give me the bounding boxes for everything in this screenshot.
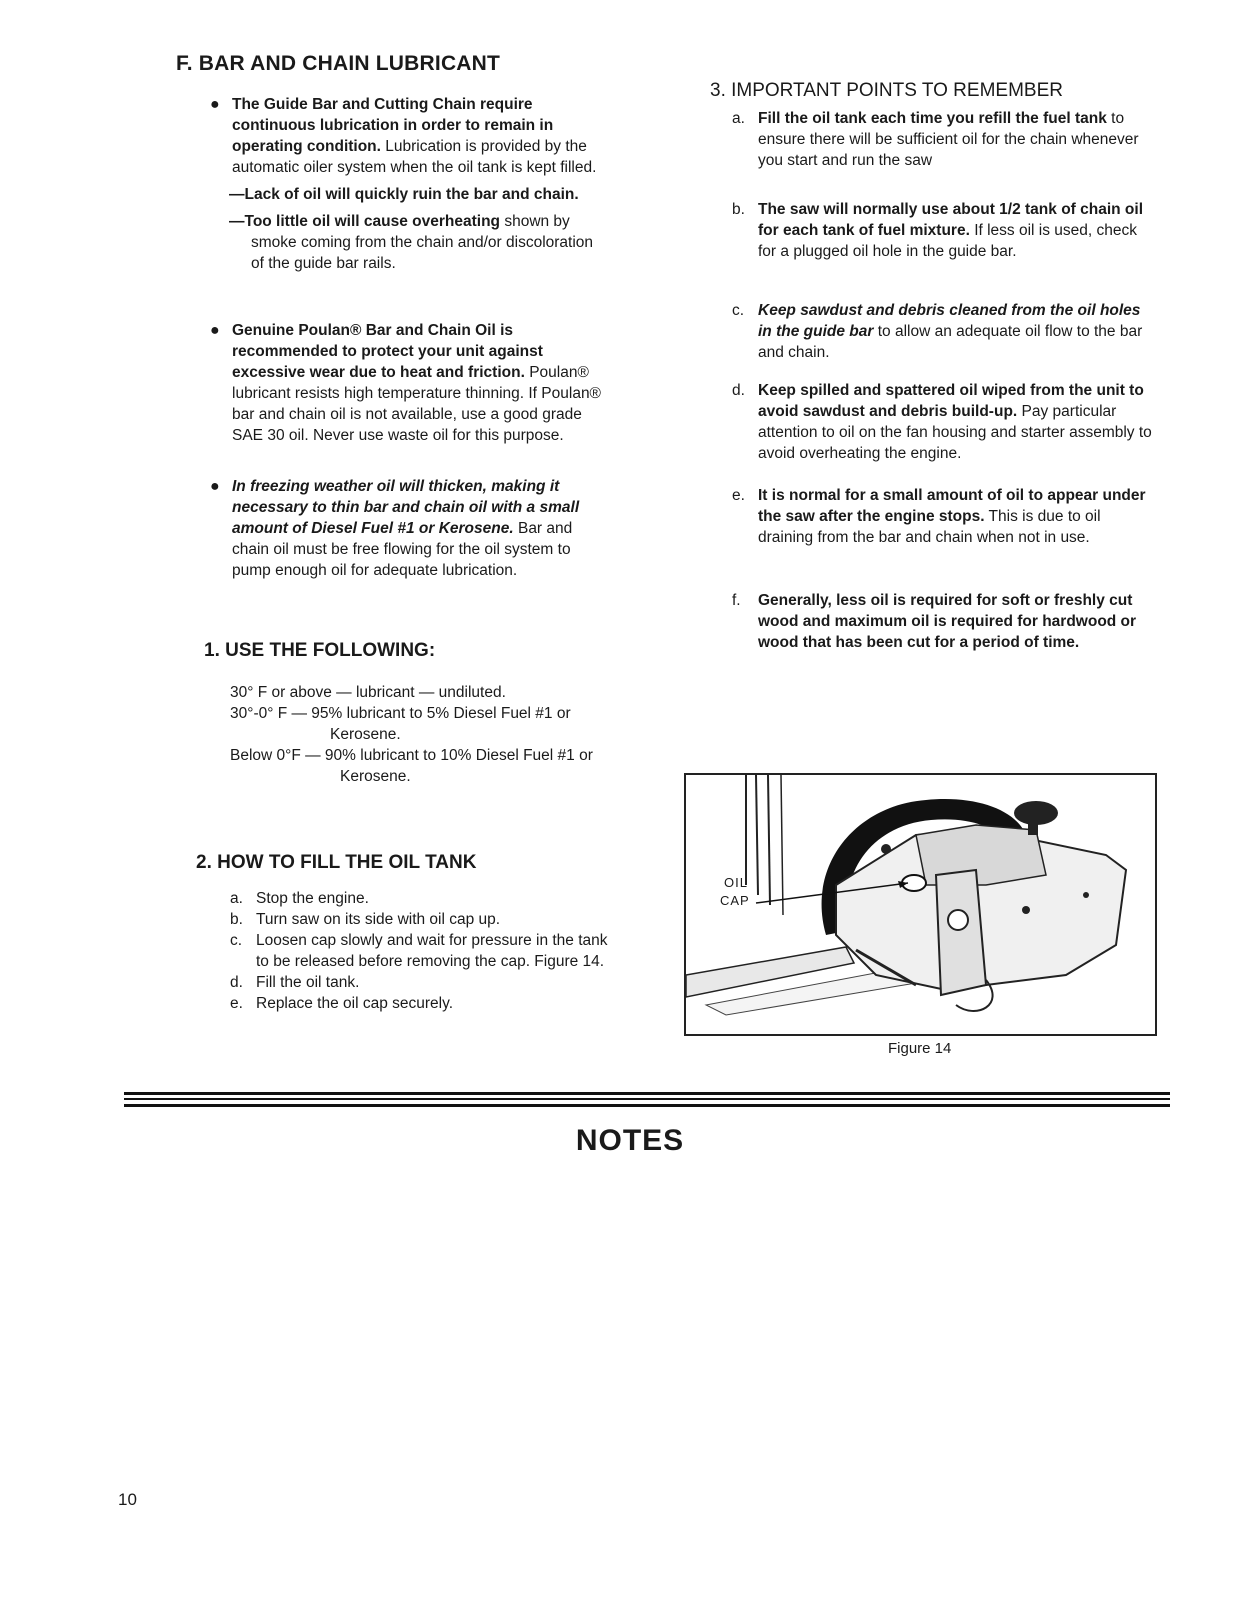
too-little-oil-text: shown by smoke coming from the chain and/or discoloration of the guide bar rails. <box>251 213 594 272</box>
item-label: a. <box>230 890 243 907</box>
item-label: c. <box>732 302 745 319</box>
divider-rule <box>124 1092 1170 1095</box>
figure-caption: Figure 14 <box>888 1040 952 1057</box>
figure-14-illustration <box>684 773 1157 1036</box>
important-title: 3. IMPORTANT POINTS TO REMEMBER <box>710 80 1063 101</box>
cap-label: CAP <box>720 893 750 908</box>
list-item <box>230 930 608 972</box>
section-f-title: F. BAR AND CHAIN LUBRICANT <box>176 52 501 75</box>
item-text: Pay particular attention to oil on the fan housing and starter assembly to avoid overheating the engine. <box>758 403 1152 462</box>
item-text: Loosen cap slowly and wait for pressure in the tank to be released before removing the cap. Figure 14. <box>256 932 608 970</box>
use-following-title: 1. USE THE FOLLOWING: <box>204 640 436 661</box>
bullet-freezing-weather <box>210 476 608 581</box>
use-following-list <box>230 682 608 787</box>
bullet-guide-bar <box>210 94 608 274</box>
item-text: Fill the oil tank. <box>256 974 360 991</box>
bullet-dot-icon: ● <box>210 322 220 339</box>
item-bold: The saw will normally use about 1/2 tank of chain oil for each tank of fuel mixture. <box>758 201 1144 239</box>
item-label: f. <box>732 592 741 609</box>
item-text: Turn saw on its side with oil cap up. <box>256 911 501 928</box>
item-label: d. <box>732 382 745 399</box>
too-little-oil-bold: —Too little oil will cause overheating <box>229 213 501 230</box>
item-label: c. <box>230 932 243 949</box>
important-item-c <box>732 300 1158 363</box>
item-label: b. <box>230 911 243 928</box>
list-item <box>230 972 608 993</box>
item-text: to ensure there will be sufficient oil for the chain whenever you start and run the saw <box>758 110 1139 169</box>
list-item <box>230 993 608 1014</box>
item-text: to allow an adequate oil flow to the bar and chain. <box>758 323 1143 361</box>
item-label: b. <box>732 201 745 218</box>
bullet-guide-bar-bold: The Guide Bar and Cutting Chain require continuous lubrication in order to remain in operating condition. <box>232 96 554 155</box>
item-text: Replace the oil cap securely. <box>256 995 454 1012</box>
important-item-b <box>732 199 1158 262</box>
fill-tank-title: 2. HOW TO FILL THE OIL TANK <box>196 852 477 873</box>
item-label: a. <box>732 110 745 127</box>
important-item-a <box>732 108 1158 171</box>
item-bold: It is normal for a small amount of oil to appear under the saw after the engine stops. <box>758 487 1146 525</box>
item-text: Stop the engine. <box>256 890 369 907</box>
temp-line: 30° F or above — lubricant — undiluted. <box>230 684 506 701</box>
temp-line: 30°-0° F — 95% lubricant to 5% Diesel Fuel #1 or Kerosene. <box>230 705 571 743</box>
temp-line: Below 0°F — 90% lubricant to 10% Diesel Fuel #1 or Kerosene. <box>230 747 593 785</box>
item-bold: Keep sawdust and debris cleaned from the oil holes in the guide bar <box>758 302 1141 340</box>
divider-rule <box>124 1098 1170 1100</box>
notes-title: NOTES <box>575 1124 685 1157</box>
bullet-guide-bar-text: Lubrication is provided by the automatic oiler system when the oil tank is kept filled. <box>232 138 597 176</box>
page-number: 10 <box>118 1490 137 1509</box>
important-item-f <box>732 590 1158 653</box>
item-label: e. <box>230 995 243 1012</box>
list-item <box>230 909 608 930</box>
bullet-dot-icon: ● <box>210 96 220 113</box>
important-item-e <box>732 485 1158 548</box>
too-little-oil-note <box>229 211 608 274</box>
bullet-freezing-text: Bar and chain oil must be free flowing for the oil system to pump enough oil for adequate lubrication. <box>232 520 573 579</box>
divider-rule <box>124 1104 1170 1107</box>
bullet-genuine-oil-bold: Genuine Poulan® Bar and Chain Oil is recommended to protect your unit against excessive wear due to heat and friction. <box>232 322 543 381</box>
list-item <box>230 888 608 909</box>
bullet-freezing-bold: In freezing weather oil will thicken, making it necessary to thin bar and chain oil with a small amount of Diesel Fuel #1 or Kerosene. <box>232 478 580 537</box>
bullet-genuine-oil-text: Poulan® lubricant resists high temperature thinning. If Poulan® bar and chain oil is not available, use a good grade SAE 30 oil. Never use waste oil for this purpose. <box>232 364 601 444</box>
item-bold: Keep spilled and spattered oil wiped from the unit to avoid sawdust and debris build-up. <box>758 382 1144 420</box>
item-text: This is due to oil draining from the bar and chain when not in use. <box>758 508 1101 546</box>
fill-tank-steps <box>230 888 608 1014</box>
oil-label: OIL <box>724 875 748 890</box>
chainsaw-oil-cap-drawing <box>686 775 1155 1034</box>
important-item-d <box>732 380 1158 464</box>
item-bold: Generally, less oil is required for soft or freshly cut wood and maximum oil is required for hardwood or wood that has been cut for a period of time. <box>758 592 1137 651</box>
bullet-genuine-oil <box>210 320 608 446</box>
lack-of-oil-note: —Lack of oil will quickly ruin the bar and chain. <box>229 186 579 203</box>
item-text: If less oil is used, check for a plugged oil hole in the guide bar. <box>758 222 1138 260</box>
item-label: e. <box>732 487 745 504</box>
bullet-dot-icon: ● <box>210 478 220 495</box>
item-bold: Fill the oil tank each time you refill the fuel tank <box>758 110 1107 127</box>
item-label: d. <box>230 974 243 991</box>
